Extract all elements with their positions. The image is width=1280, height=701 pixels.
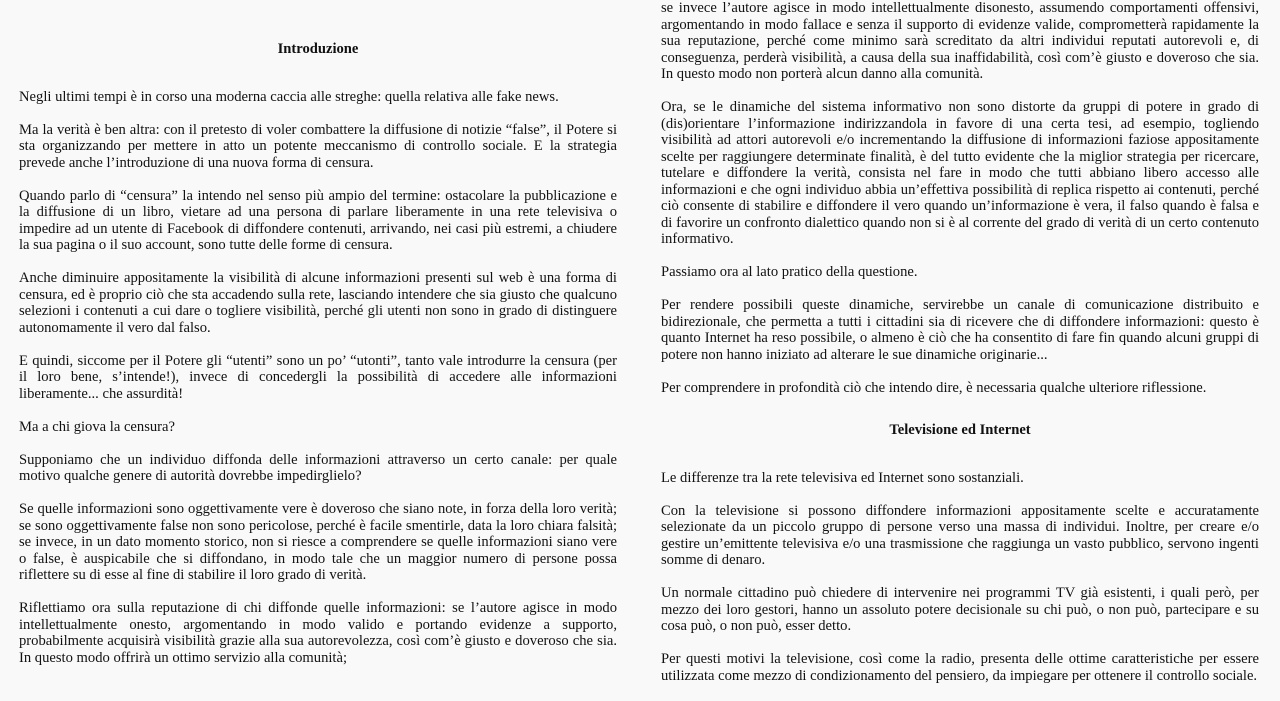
section-heading-televisione-ed-internet: Televisione ed Internet bbox=[889, 422, 1031, 438]
right-column bbox=[661, 0, 1259, 701]
paragraph: Se quelle informazioni sono oggettivamente vere è doveroso che siano note, in forza della loro verità; se sono oggettivamente false non sono pericolose, perché è facile smentirle, data la loro chiara falsità; se invece, in un dato momento storico, non si riesce a comprendere se quelle informazioni siano vere o false, è auspicabile che si diffondano, in modo tale che un maggior numero di persone possa riflettere su di esse al fine di stabilire il loro grado di verità. bbox=[19, 501, 617, 583]
paragraph: Ora, se le dinamiche del sistema informativo non sono distorte da gruppi di potere in grado di (dis)orientare l’informazione indirizzandola in favore di una certa tesi, ad esempio, togliendo visibilità ad attori autorevoli e/o incrementando la diffusione di informazioni faziose appositamente scelte per raggiungere determinate finalità, è del tutto evidente che la miglior strategia per ricercare, tutelare e diffondere la verità, consista nel fare in modo che tutti abbiano libero accesso alle informazioni e che ogni individuo abbia un’effettiva possibilità di replica rispetto ai contenuti, perché ciò consente di stabilire e diffondere il vero quando un’informazione è vera, il falso quando è falsa e di favorire un confronto dialettico quando non si è al corrente del grado di verità di un certo contenuto informativo. bbox=[661, 99, 1259, 247]
paragraph: Negli ultimi tempi è in corso una moderna caccia alle streghe: quella relativa alle fake news. bbox=[19, 88, 559, 105]
left-column bbox=[19, 0, 617, 683]
paragraph: Passiamo ora al lato pratico della questione. bbox=[661, 264, 918, 280]
paragraph: Ma a chi giova la censura? bbox=[19, 418, 175, 435]
paragraph: Anche diminuire appositamente la visibilità di alcune informazioni presenti sul web è una forma di censura, ed è proprio ciò che sta accadendo sulla rete, lasciando intendere che sia giusto che qualcuno selezioni i contenuti a cui dare o togliere visibilità, perché gli utenti non sono in grado di distinguere autonomamente il vero dal falso. bbox=[19, 270, 617, 336]
paragraph: Per questi motivi la televisione, così come la radio, presenta delle ottime caratteristiche per essere utilizzata come mezzo di condizionamento del pensiero, da impiegare per ottenere il controllo sociale. bbox=[661, 651, 1259, 684]
paragraph: Quando parlo di “censura” la intendo nel senso più ampio del termine: ostacolare la pubblicazione e la diffusione di un libro, vietare ad una persona di parlare liberamente in una rete televisiva o impedire ad un utente di Facebook di diffondere contenuti, arrivando, nei casi più estremi, a chiudere la sua pagina o il suo account, sono tutte delle forme di censura. bbox=[19, 187, 617, 253]
paragraph: Riflettiamo ora sulla reputazione di chi diffonde quelle informazioni: se l’autore agisce in modo intellettualmente onesto, argomentando in modo valido e portando evidenze a supporto, probabilmente acquisirà visibilità grazie alla sua autorevolezza, così com’è giusto e doveroso che sia. In questo modo offrirà un ottimo servizio alla comunità; bbox=[19, 600, 617, 666]
paragraph: Per comprendere in profondità ciò che intendo dire, è necessaria qualche ulteriore riflessione. bbox=[661, 379, 1207, 396]
paragraph: Supponiamo che un individuo diffonda delle informazioni attraverso un certo canale: per quale motivo qualche genere di autorità dovrebbe impedirglielo? bbox=[19, 451, 617, 484]
paragraph: Con la televisione si possono diffondere informazioni appositamente scelte e accuratamente selezionate da un piccolo gruppo di persone verso una massa di individui. Inoltre, per creare e/o gestire un’emittente televisiva e/o una trasmissione che raggiunga un vasto pubblico, servono ingenti somme di denaro. bbox=[661, 502, 1259, 568]
paragraph: Un normale cittadino può chiedere di intervenire nei programmi TV già esistenti, i quali però, per mezzo dei loro gestori, hanno un assoluto potere decisionale su chi può, o non può, partecipare e su cosa può, o non può, esser detto. bbox=[661, 585, 1259, 634]
paragraph: E quindi, siccome per il Potere gli “utenti” sono un po’ “utonti”, tanto vale introdurre la censura (per il loro bene, s’intende!), invece di concedergli la possibilità di accedere alle informazioni liberamente... che assurdità! bbox=[19, 352, 617, 402]
paragraph: Per rendere possibili queste dinamiche, servirebbe un canale di comunicazione distribuito e bidirezionale, che permetta a tutti i cittadini sia di ricevere che di diffondere informazioni: questo è quanto Internet ha reso possibile, o almeno è ciò che ha consentito di fare fin quando alcuni gruppi di potere non hanno iniziato ad alterare le sue dinamiche originarie... bbox=[661, 297, 1259, 363]
paragraph: Le differenze tra la rete televisiva ed Internet sono sostanziali. bbox=[661, 469, 1024, 486]
paragraph: se invece l’autore agisce in modo intellettualmente disonesto, assumendo comportamenti offensivi, argomentando in modo fallace e senza il supporto di evidenze valide, comprometterà rapidamente la sua reputazione, perché come minimo sarà screditato da altri individui reputati autorevoli e, di conseguenza, perderà visibilità, a causa della sua inaffidabilità, così com’è giusto e doveroso che sia. In questo modo non porterà alcun danno alla comunità. bbox=[661, 0, 1259, 82]
section-heading-introduzione: Introduzione bbox=[277, 41, 359, 57]
paragraph: Ma la verità è ben altra: con il pretesto di voler combattere la diffusione di notizie “false”, il Potere si sta organizzando per mettere in atto un potente meccanismo di controllo sociale. E la strategia prevede anche l’introduzione di una nuova forma di censura. bbox=[19, 121, 617, 171]
